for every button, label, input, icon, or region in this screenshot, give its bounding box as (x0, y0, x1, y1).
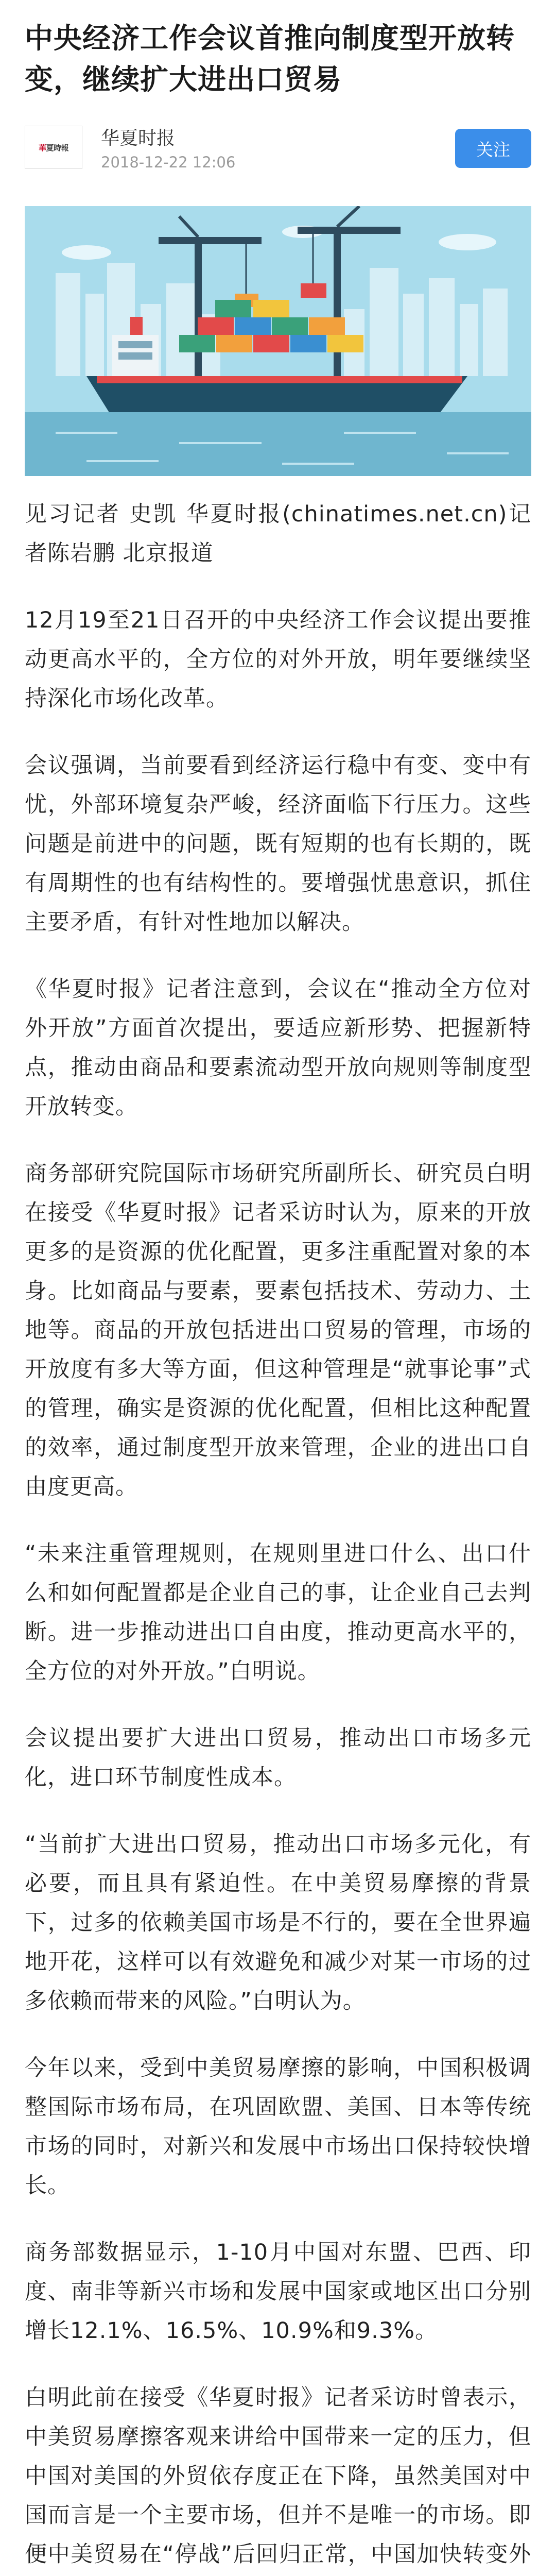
source-logo: 華夏時報 (38, 143, 69, 152)
source-avatar[interactable] (25, 126, 82, 169)
hero-image (25, 206, 531, 476)
publish-time: 2018-12-22 12:06 (101, 154, 236, 171)
follow-button[interactable]: 关注 (455, 129, 531, 168)
paragraph-1: 12月19至21日召开的中央经济工作会议提出要推动更高水平的，全方位的对外开放，明年要继续坚持深化市场化改革。 (25, 607, 531, 711)
paragraph-9: 商务部数据显示，1-10月中国对东盟、巴西、印度、南非等新兴市场和发展中国家或地区出口分别增长12.1%、16.5%、10.9%和9.3%。 (25, 2240, 531, 2344)
article-title: 中央经济工作会议首推向制度型开放转变，继续扩大进出口贸易 (25, 22, 515, 96)
paragraph-7: “当前扩大进出口贸易，推动出口市场多元化，有必要，而且具有紧迫性。在中美贸易摩擦的背景下，过多的依赖美国市场是不行的，要在全世界遍地开花，这样可以有效避免和减少对某一市场的过多依赖而带来的风险。”白明认为。 (25, 1832, 531, 2014)
paragraph-10: 白明此前在接受《华夏时报》记者采访时曾表示，中美贸易摩擦客观来讲给中国带来一定的压力，但中国对美国的外贸依存度正在下降，虽然美国对中国而言是一个主要市场，但并不是唯一的市场。即便中美贸易在“停战”后回归正常，中国加快转变外 (25, 2385, 531, 2567)
paragraph-5: “未来注重管理规则，在规则里进口什么、出口什么和如何配置都是企业自己的事，让企业自己去判断。进一步推动进出口自由度，推动更高水平的，全方位的对外开放。”白明说。 (25, 1541, 531, 1684)
paragraph-4: 商务部研究院国际市场研究所副所长、研究员白明在接受《华夏时报》记者采访时认为，原来的开放更多的是资源的优化配置，更多注重配置对象的本身。比如商品与要素，要素包括技术、劳动力、土地等。商品的开放包括进出口贸易的管理，市场的开放度有多大等方面，但这种管理是“就事论事”式的管理，确实是资源的优化配置，但相比这种配置的效率，通过制度型开放来管理，企业的进出口自由度更高。 (25, 1161, 531, 1500)
paragraph-3: 《华夏时报》记者注意到，会议在“推动全方位对外开放”方面首次提出，要适应新形势、把握新特点，推动由商品和要素流动型开放向规则等制度型开放转变。 (25, 976, 531, 1120)
source-bar (25, 117, 531, 179)
source-name[interactable]: 华夏时报 (101, 128, 176, 149)
sea (25, 412, 531, 476)
paragraph-2: 会议强调，当前要看到经济运行稳中有变、变中有忧，外部环境复杂严峻，经济面临下行压力。这些问题是前进中的问题，既有短期的也有长期的，既有周期性的也有结构性的。要增强忧患意识，抓住主要矛盾，有针对性地加以解决。 (25, 753, 531, 935)
paragraph-8: 今年以来，受到中美贸易摩擦的影响，中国积极调整国际市场布局，在巩固欧盟、美国、日本等传统市场的同时，对新兴和发展中市场出口保持较快增长。 (25, 2055, 531, 2198)
paragraph-6: 会议提出要扩大进出口贸易，推动出口市场多元化，进口环节制度性成本。 (25, 1725, 531, 1790)
byline: 见习记者 史凯 华夏时报(chinatimes.net.cn)记者陈岩鹏 北京报道 (25, 501, 531, 566)
